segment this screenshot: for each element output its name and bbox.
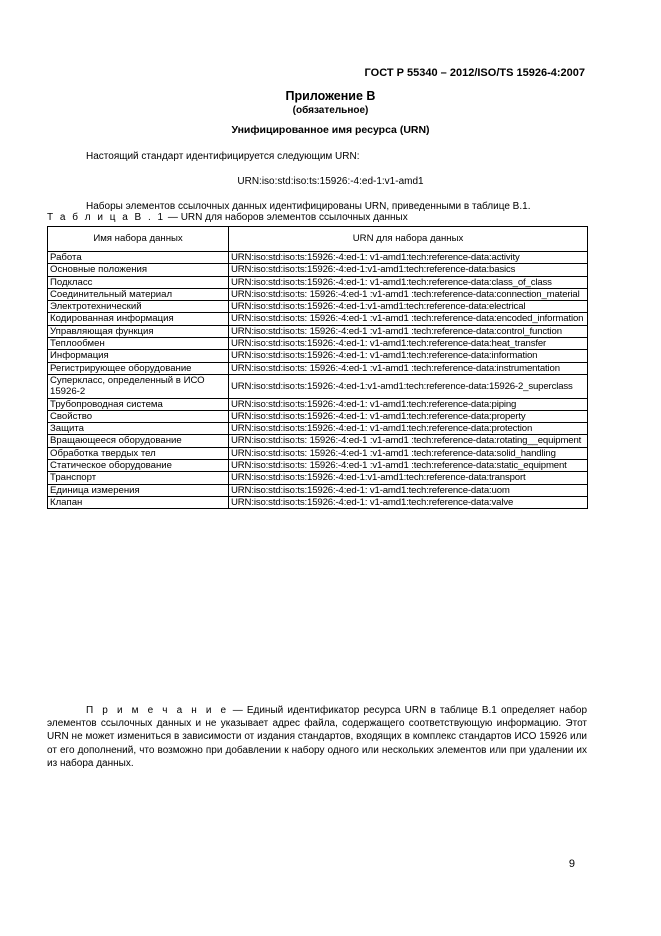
annex-name: Унифицированное имя ресурса (URN) [231, 124, 430, 136]
table-row [48, 362, 588, 374]
dataset-name-cell: Клапан [48, 496, 229, 508]
dataset-name-cell: Управляющая функция [48, 325, 229, 337]
table-note [47, 704, 587, 770]
dataset-urn-cell: URN:iso:std:iso:ts: 15926:-4:ed-1 :v1-amd1 :tech:reference-data:control_function [229, 325, 588, 337]
dataset-urn-cell: URN:iso:std:iso:ts:15926:-4:ed-1: v1-amd1:tech:reference-data:valve [229, 496, 588, 508]
dataset-name-cell: Транспорт [48, 472, 229, 484]
dataset-name-cell: Статическое оборудование [48, 460, 229, 472]
dataset-urn-cell: URN:iso:std:iso:ts:15926:-4:ed-1: v1-amd1:tech:reference-data:class_of_class [229, 276, 588, 288]
table-row [48, 398, 588, 410]
standard-urn: URN:iso:std:iso:ts:15926:-4:ed-1:v1-amd1 [237, 176, 424, 187]
note-dash: — [232, 705, 243, 716]
dataset-name-cell: Теплообмен [48, 338, 229, 350]
dataset-name-cell: Работа [48, 252, 229, 264]
dataset-name-cell: Трубопроводная система [48, 398, 229, 410]
dataset-urn-cell: URN:iso:std:iso:ts:15926:-4:ed-1: v1-amd1:tech:reference-data:activity [229, 252, 588, 264]
table-row [48, 447, 588, 459]
column-header-dataset-urn: URN для набора данных [229, 227, 588, 252]
dataset-urn-cell: URN:iso:std:iso:ts:15926:-4:ed-1:v1-amd1:tech:reference-data:transport [229, 472, 588, 484]
table-row [48, 435, 588, 447]
dataset-urn-cell: URN:iso:std:iso:ts:15926:-4:ed-1: v1-amd1:tech:reference-data:heat_transfer [229, 338, 588, 350]
table-row [48, 350, 588, 362]
dataset-name-cell: Обработка твердых тел [48, 447, 229, 459]
dataset-urn-cell: URN:iso:std:iso:ts: 15926:-4:ed-1 :v1-amd1 :tech:reference-data:static_equipment [229, 460, 588, 472]
dataset-urn-cell: URN:iso:std:iso:ts:15926:-4:ed-1: v1-amd1:tech:reference-data:piping [229, 398, 588, 410]
dataset-name-cell: Электротехнический [48, 301, 229, 313]
dataset-name-cell: Защита [48, 423, 229, 435]
dataset-urn-cell: URN:iso:std:iso:ts: 15926:-4:ed-1 :v1-amd1 :tech:reference-data:rotating__equipment [229, 435, 588, 447]
annex-title: Приложение В [285, 89, 376, 103]
dataset-urn-cell: URN:iso:std:iso:ts: 15926:-4:ed-1 :v1-amd1 :tech:reference-data:solid_handling [229, 447, 588, 459]
dataset-urn-cell: URN:iso:std:iso:ts:15926:-4:ed-1: v1-amd1:tech:reference-data:information [229, 350, 588, 362]
dataset-name-cell: Свойство [48, 410, 229, 422]
table-row [48, 423, 588, 435]
dataset-name-cell: Суперкласс, определенный в ИСО 15926-2 [48, 374, 229, 398]
dataset-urn-cell: URN:iso:std:iso:ts:15926:-4:ed-1: v1-amd1:tech:reference-data:property [229, 410, 588, 422]
table-row [48, 301, 588, 313]
table-row [48, 472, 588, 484]
table-caption [47, 212, 408, 223]
table-caption-label: Т а б л и ц а В . 1 [47, 212, 166, 223]
dataset-urn-cell: URN:iso:std:iso:ts:15926:-4:ed-1:v1-amd1:tech:reference-data:basics [229, 264, 588, 276]
table-reference-paragraph: Наборы элементов ссылочных данных идентифицированы URN, приведенными в таблице В.1. [86, 201, 531, 212]
dataset-name-cell: Информация [48, 350, 229, 362]
column-header-dataset-name: Имя набора данных [48, 227, 229, 252]
dataset-name-cell: Подкласс [48, 276, 229, 288]
annex-status: (обязательное) [292, 105, 369, 116]
table-row [48, 484, 588, 496]
table-row [48, 276, 588, 288]
page-number: 9 [568, 858, 575, 870]
table-row [48, 410, 588, 422]
dataset-name-cell: Основные положения [48, 264, 229, 276]
table-row [48, 338, 588, 350]
note-text: Единый идентификатор ресурса URN в таблице В.1 определяет набор элементов ссылочных данных и не указывает адрес файла, содержащего соответствующую информацию. Этот URN не может измениться в зависимости от издания стандартов, входящих в комплекс стандартов ИСО 15926 или от его дополнений, что возможно при добавлении к набору одного или нескольких элементов или при удалении их из набора данных. [47, 705, 588, 769]
table-caption-text: URN для наборов элементов ссылочных данных [180, 212, 408, 223]
urn-table [47, 226, 588, 509]
table-row [48, 460, 588, 472]
dataset-urn-cell: URN:iso:std:iso:ts: 15926:-4:ed-1 :v1-amd1 :tech:reference-data:instrumentation [229, 362, 588, 374]
table-row [48, 374, 588, 398]
intro-paragraph: Настоящий стандарт идентифицируется следующим URN: [86, 151, 360, 162]
dataset-urn-cell: URN:iso:std:iso:ts:15926:-4:ed-1: v1-amd1:tech:reference-data:protection [229, 423, 588, 435]
dataset-urn-cell: URN:iso:std:iso:ts:15926:-4:ed-1:v1-amd1:tech:reference-data:15926-2_superclass [229, 374, 588, 398]
dataset-name-cell: Вращающееся оборудование [48, 435, 229, 447]
table-row [48, 288, 588, 300]
table-body [48, 252, 588, 509]
table-row [48, 325, 588, 337]
table-row [48, 252, 588, 264]
table-row [48, 496, 588, 508]
note-label: П р и м е ч а н и е [86, 705, 229, 716]
dataset-name-cell: Регистрирующее оборудование [48, 362, 229, 374]
table-row [48, 313, 588, 325]
dataset-urn-cell: URN:iso:std:iso:ts:15926:-4:ed-1:v1-amd1:tech:reference-data:electrical [229, 301, 588, 313]
table-header-row [48, 227, 588, 252]
dataset-name-cell: Единица измерения [48, 484, 229, 496]
dataset-urn-cell: URN:iso:std:iso:ts: 15926:-4:ed-1 :v1-amd1 :tech:reference-data:encoded_information [229, 313, 588, 325]
dataset-urn-cell: URN:iso:std:iso:ts: 15926:-4:ed-1 :v1-amd1 :tech:reference-data:connection_material [229, 288, 588, 300]
document-header: ГОСТ Р 55340 – 2012/ISO/TS 15926-4:2007 [364, 67, 585, 79]
dataset-urn-cell: URN:iso:std:iso:ts:15926:-4:ed-1: v1-amd1:tech:reference-data:uom [229, 484, 588, 496]
table-row [48, 264, 588, 276]
table-caption-dash: — [167, 212, 178, 223]
dataset-name-cell: Кодированная информация [48, 313, 229, 325]
dataset-name-cell: Соединительный материал [48, 288, 229, 300]
